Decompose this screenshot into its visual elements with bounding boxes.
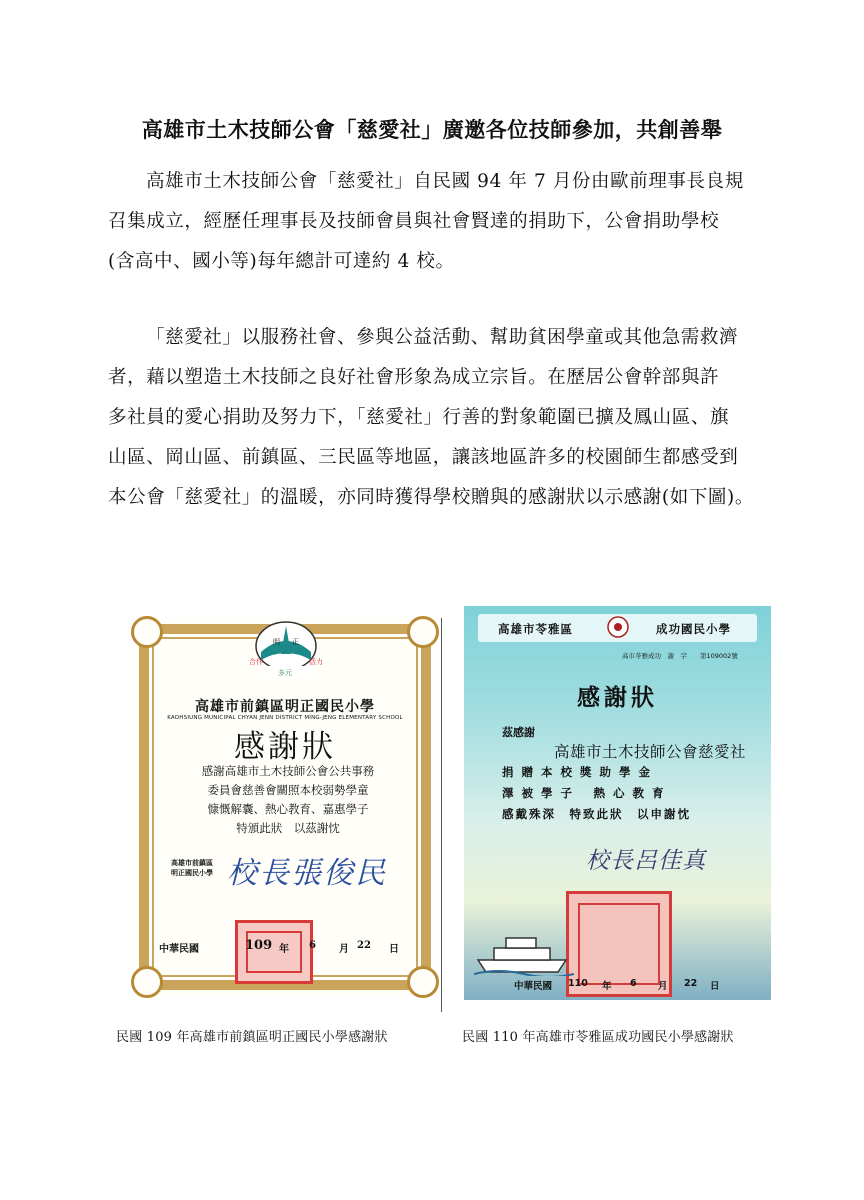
frame-ornament-icon (131, 966, 163, 998)
date-unit: 日 (710, 981, 720, 992)
date-month: 6 (309, 940, 316, 951)
logo-char: 正 (292, 638, 299, 646)
date-unit: 年 (602, 981, 612, 992)
date-era: 中華民國 (159, 944, 199, 955)
plum-blossom-emblem-icon (604, 615, 632, 639)
principal-signature: 校長呂佳真 (586, 848, 706, 874)
date-day: 22 (357, 940, 371, 951)
logo-word: 合作 (249, 658, 263, 666)
date-day: 22 (684, 978, 698, 989)
paragraph-line: (含高中、國小等)每年總計可達約 4 校。 (108, 251, 455, 272)
date-year: 110 (568, 978, 588, 989)
certificate-school-english: KAOHSIUNG MUNICIPAL CHYAN JENN DISTRICT MING-JENG ELEMENTARY SCHOOL (167, 715, 403, 721)
paragraph-line: 召集成立，經歷任理事長及技師會員與社會賢達的捐助下，公會捐助學校 (108, 211, 720, 232)
certificate-issuer (171, 858, 213, 878)
paragraph-founding (108, 162, 758, 282)
date-unit: 月 (339, 944, 349, 955)
certificate-district: 高雄市苓雅區 (498, 622, 573, 636)
certificate-body (502, 740, 752, 825)
paragraph-line: 多社員的愛心捐助及努力下，「慈愛社」行善的對象範圍已擴及鳳山區、旗 (108, 407, 730, 428)
certificate-reference-number: 高市苓雅成功 謝 字 第109002號 (622, 652, 738, 660)
paragraph-line: 者，藉以塑造土木技師之良好社會形象為成立宗旨。在歷居公會幹部與許 (108, 367, 720, 388)
paragraph-line: 本公會「慈愛社」的溫暖，亦同時獲得學校贈與的感謝狀以示感謝(如下圖)。 (108, 487, 754, 508)
logo-word: 多元 (278, 669, 292, 677)
principal-signature: 校長張俊民 (227, 856, 387, 891)
school-logo-icon (247, 620, 325, 682)
date-unit: 月 (658, 981, 668, 992)
certificate-line: 澤 被 學 子 熱 心 教 育 (502, 786, 666, 800)
certificate-line: 慷慨解囊、熱心教育、嘉惠學子 (207, 802, 369, 816)
certificate-line: 特頒此狀 以茲謝忱 (236, 821, 340, 835)
caption-left: 民國 109 年高雄市前鎮區明正國民小學感謝狀 (116, 1030, 388, 1045)
date-unit: 年 (279, 944, 289, 955)
certificate-hereby: 茲感謝 (502, 726, 535, 739)
certificate-heading: 感謝狀 (234, 729, 336, 765)
frame-ornament-icon (407, 616, 439, 648)
logo-char: 明 (273, 638, 280, 646)
certificate-line: 委員會慈善會關照本校弱勢學童 (207, 783, 369, 797)
paragraph-line: 高雄市土木技師公會「慈愛社」自民國 94 年 7 月份由歐前理事長良規 (146, 171, 744, 192)
certificate-heading: 感謝狀 (577, 685, 658, 711)
certificate-line: 感謝高雄市土木技師公會公共事務 (201, 764, 375, 778)
caption-right: 民國 110 年高雄市苓雅區成功國民小學感謝狀 (462, 1030, 734, 1045)
certificate-line: 捐 贈 本 校 獎 助 學 金 (502, 765, 653, 779)
paragraph-line: 山區、岡山區、前鎮區、三民區等地區，讓該地區許多的校園師生都感受到 (108, 447, 739, 468)
paragraph-mission (108, 318, 758, 518)
issuer-line: 高雄市前鎮區 (171, 858, 213, 867)
certificate-cheng-kung (464, 606, 771, 1000)
paragraph-line: 「慈愛社」以服務社會、參與公益活動、幫助貧困學童或其他急需救濟 (146, 327, 739, 348)
frame-ornament-icon (407, 966, 439, 998)
frame-ornament-icon (131, 616, 163, 648)
certificate-body (173, 762, 403, 838)
ferry-boat-icon (474, 924, 574, 976)
certificate-line: 感戴殊深 特致此狀 以申謝忱 (502, 807, 691, 821)
page-title: 高雄市土木技師公會「慈愛社」廣邀各位技師參加，共創善舉 (141, 117, 723, 142)
issuer-line: 明正國民小學 (171, 868, 213, 877)
certificate-school-name: 成功國民小學 (656, 622, 731, 636)
image-divider (441, 618, 442, 1012)
date-year: 109 (245, 938, 273, 953)
date-unit: 日 (389, 944, 399, 955)
certificate-recipient: 高雄市土木技師公會慈愛社 (553, 743, 746, 761)
certificate-school-name: 高雄市前鎮區明正國民小學 (195, 699, 375, 715)
date-month: 6 (630, 978, 637, 989)
logo-word: 活力 (309, 658, 323, 666)
date-era: 中華民國 (514, 981, 553, 992)
certificate-ming-jeng (135, 618, 435, 996)
